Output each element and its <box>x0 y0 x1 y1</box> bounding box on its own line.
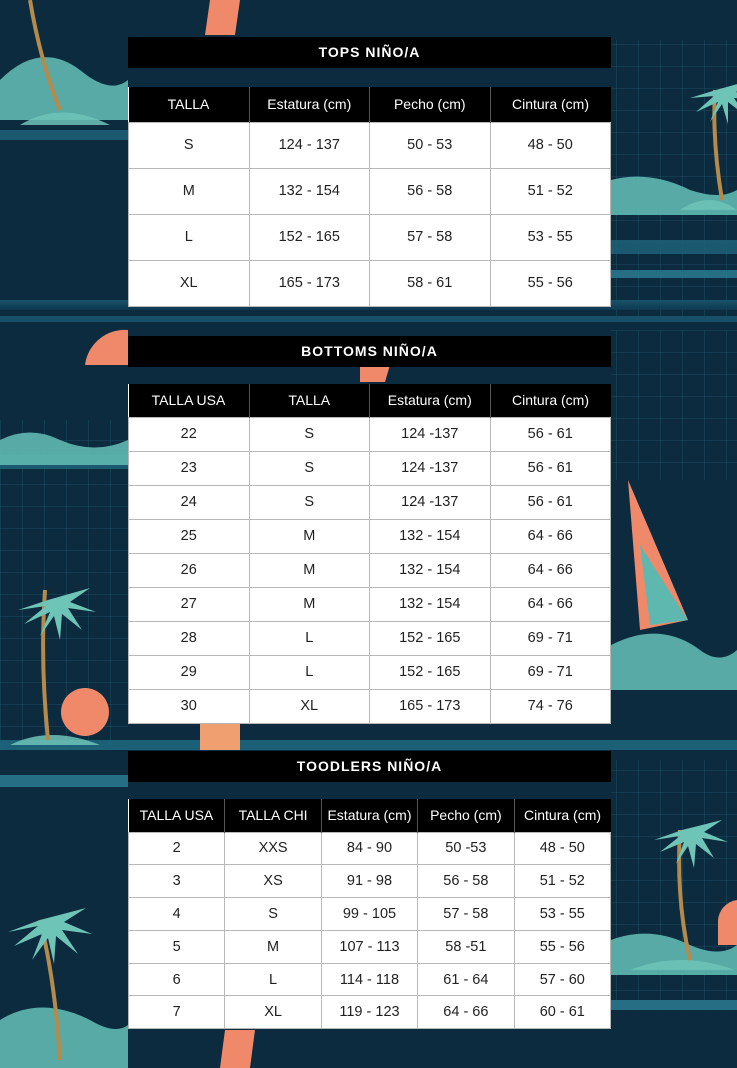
table-cell: 64 - 66 <box>490 553 611 587</box>
table-cell: L <box>249 655 370 689</box>
table-cell: 6 <box>129 963 225 996</box>
table-cell: 55 - 56 <box>514 930 610 963</box>
table-cell: XXS <box>225 832 321 865</box>
column-header: Estatura (cm) <box>370 384 491 417</box>
table-cell: M <box>249 553 370 587</box>
table-cell: 3 <box>129 865 225 898</box>
table-cell: M <box>225 930 321 963</box>
column-header: TALLA <box>249 384 370 417</box>
table-row <box>129 930 611 963</box>
column-header: Estatura (cm) <box>249 87 370 122</box>
table-row <box>129 168 611 214</box>
table-cell: XL <box>129 260 250 306</box>
table-cell: 57 - 58 <box>418 898 514 931</box>
table-cell: S <box>129 122 250 168</box>
table-cell: 53 - 55 <box>514 898 610 931</box>
table-row <box>129 485 611 519</box>
table-cell: 56 - 58 <box>370 168 491 214</box>
table-cell: L <box>225 963 321 996</box>
table-row <box>129 996 611 1029</box>
table-cell: 58 -51 <box>418 930 514 963</box>
table-cell: 2 <box>129 832 225 865</box>
table-cell: 26 <box>129 553 250 587</box>
table-cell: 56 - 58 <box>418 865 514 898</box>
tops-size-section <box>128 37 611 307</box>
table-row <box>129 260 611 306</box>
table-cell: 69 - 71 <box>490 621 611 655</box>
column-header: TALLA CHI <box>225 799 321 832</box>
table-cell: 29 <box>129 655 250 689</box>
table-cell: 7 <box>129 996 225 1029</box>
table-cell: 56 - 61 <box>490 451 611 485</box>
bottoms-table-wrap <box>128 384 611 724</box>
table-cell: 124 - 137 <box>249 122 370 168</box>
table-cell: 124 -137 <box>370 485 491 519</box>
table-row <box>129 898 611 931</box>
table-cell: 57 - 58 <box>370 214 491 260</box>
table-cell: L <box>249 621 370 655</box>
table-row <box>129 689 611 723</box>
column-header: Pecho (cm) <box>370 87 491 122</box>
table-cell: S <box>249 451 370 485</box>
table-cell: 24 <box>129 485 250 519</box>
table-cell: 119 - 123 <box>321 996 417 1029</box>
bottoms-size-section <box>128 336 611 724</box>
toodlers-size-section <box>128 751 611 1029</box>
bottoms-title: BOTTOMS NIÑO/A <box>128 336 611 367</box>
table-cell: 74 - 76 <box>490 689 611 723</box>
table-header-row <box>129 87 611 122</box>
table-cell: 165 - 173 <box>249 260 370 306</box>
column-header: TALLA <box>129 87 250 122</box>
table-cell: 152 - 165 <box>370 655 491 689</box>
bottoms-size-table <box>128 384 611 724</box>
table-cell: 27 <box>129 587 250 621</box>
table-cell: 51 - 52 <box>514 865 610 898</box>
column-header: Pecho (cm) <box>418 799 514 832</box>
table-cell: 56 - 61 <box>490 417 611 451</box>
table-cell: 132 - 154 <box>249 168 370 214</box>
table-header-row <box>129 799 611 832</box>
table-row <box>129 587 611 621</box>
table-cell: 23 <box>129 451 250 485</box>
column-header: Cintura (cm) <box>514 799 610 832</box>
table-cell: 60 - 61 <box>514 996 610 1029</box>
table-cell: 25 <box>129 519 250 553</box>
toodlers-title: TOODLERS NIÑO/A <box>128 751 611 782</box>
table-cell: 107 - 113 <box>321 930 417 963</box>
table-cell: XS <box>225 865 321 898</box>
table-cell: S <box>249 417 370 451</box>
table-cell: S <box>249 485 370 519</box>
table-cell: M <box>249 519 370 553</box>
tops-title: TOPS NIÑO/A <box>128 37 611 68</box>
table-cell: 28 <box>129 621 250 655</box>
table-cell: 64 - 66 <box>490 587 611 621</box>
table-cell: 124 -137 <box>370 417 491 451</box>
table-cell: 61 - 64 <box>418 963 514 996</box>
table-cell: 51 - 52 <box>490 168 611 214</box>
column-header: Estatura (cm) <box>321 799 417 832</box>
tops-size-table <box>128 87 611 307</box>
table-row <box>129 519 611 553</box>
table-row <box>129 417 611 451</box>
table-cell: 152 - 165 <box>249 214 370 260</box>
table-row <box>129 963 611 996</box>
table-cell: 124 -137 <box>370 451 491 485</box>
table-row <box>129 865 611 898</box>
column-header: TALLA USA <box>129 384 250 417</box>
table-cell: 53 - 55 <box>490 214 611 260</box>
table-row <box>129 214 611 260</box>
table-row <box>129 655 611 689</box>
table-row <box>129 832 611 865</box>
table-cell: 99 - 105 <box>321 898 417 931</box>
tops-table-wrap <box>128 87 611 307</box>
table-row <box>129 553 611 587</box>
table-row <box>129 621 611 655</box>
table-cell: 30 <box>129 689 250 723</box>
table-cell: 5 <box>129 930 225 963</box>
table-cell: 50 -53 <box>418 832 514 865</box>
table-cell: 22 <box>129 417 250 451</box>
column-header: TALLA USA <box>129 799 225 832</box>
table-cell: 165 - 173 <box>370 689 491 723</box>
table-cell: 55 - 56 <box>490 260 611 306</box>
table-cell: 114 - 118 <box>321 963 417 996</box>
table-cell: 56 - 61 <box>490 485 611 519</box>
column-header: Cintura (cm) <box>490 87 611 122</box>
toodlers-table-wrap <box>128 799 611 1029</box>
column-header: Cintura (cm) <box>490 384 611 417</box>
table-cell: 57 - 60 <box>514 963 610 996</box>
table-row <box>129 451 611 485</box>
table-header-row <box>129 384 611 417</box>
table-cell: 58 - 61 <box>370 260 491 306</box>
table-cell: 91 - 98 <box>321 865 417 898</box>
table-cell: M <box>129 168 250 214</box>
table-cell: M <box>249 587 370 621</box>
table-cell: S <box>225 898 321 931</box>
table-cell: 48 - 50 <box>490 122 611 168</box>
table-cell: 132 - 154 <box>370 519 491 553</box>
table-cell: 4 <box>129 898 225 931</box>
table-cell: 50 - 53 <box>370 122 491 168</box>
table-cell: 64 - 66 <box>490 519 611 553</box>
table-cell: XL <box>225 996 321 1029</box>
table-cell: XL <box>249 689 370 723</box>
table-cell: 132 - 154 <box>370 553 491 587</box>
table-cell: 132 - 154 <box>370 587 491 621</box>
table-cell: 48 - 50 <box>514 832 610 865</box>
table-cell: 64 - 66 <box>418 996 514 1029</box>
table-cell: L <box>129 214 250 260</box>
table-cell: 84 - 90 <box>321 832 417 865</box>
table-row <box>129 122 611 168</box>
toodlers-size-table <box>128 799 611 1029</box>
table-cell: 69 - 71 <box>490 655 611 689</box>
table-cell: 152 - 165 <box>370 621 491 655</box>
